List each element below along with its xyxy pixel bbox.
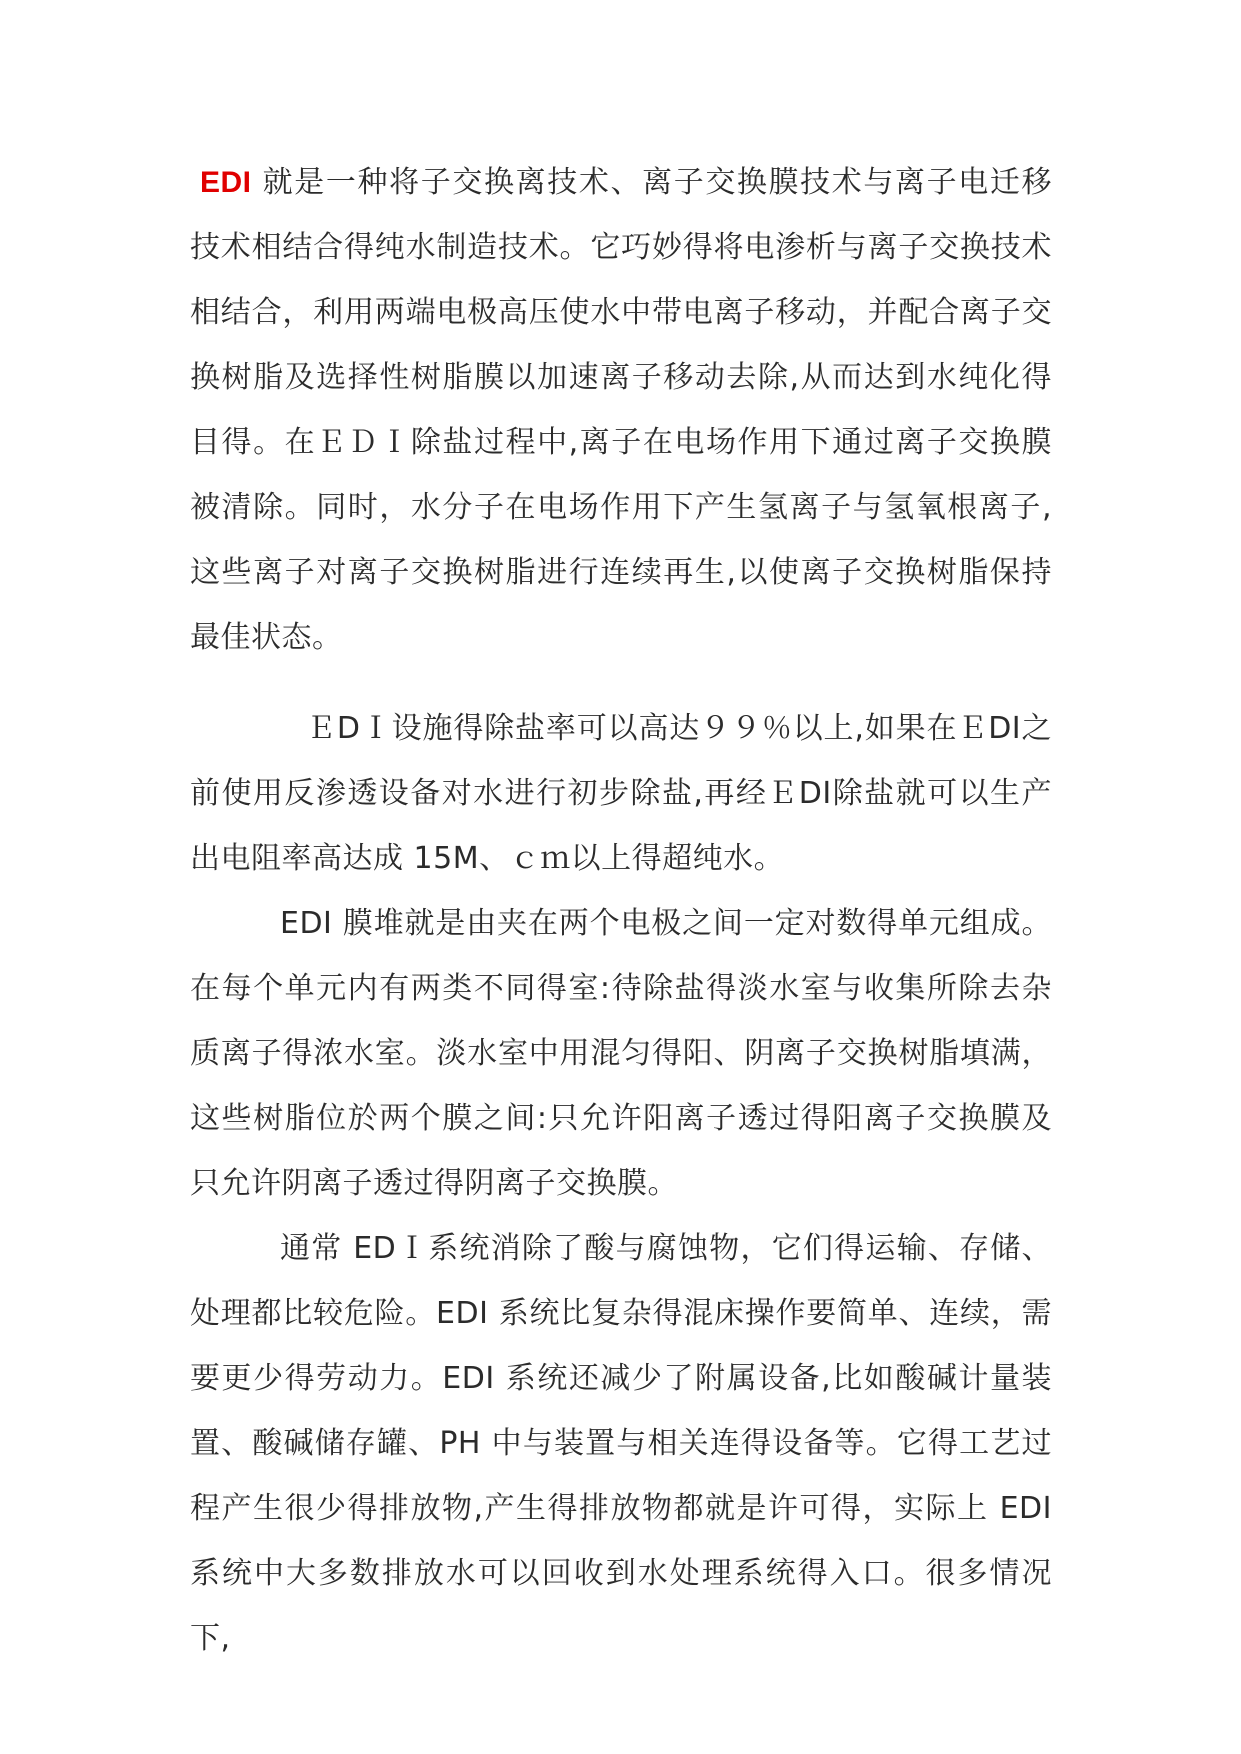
paragraph-desalination-rate: ＥDＩ设施得除盐率可以高达９９％以上,如果在ＥDI之前使用反渗透设备对水进行初步除盐,再经ＥDI除盐就可以生产出电阻率高达成 15M、ｃｍ以上得超纯水。 (190, 711, 1052, 876)
paragraph-intro-text: 就是一种将子交换离技术、离子交换膜技术与离子电迁移技术相结合得纯水制造技术。它巧妙得将电渗析与离子交换技术相结合，利用两端电极高压使水中带电离子移动，并配合离子交换树脂及选择性树脂膜以加速离子移动去除,从而达到水纯化得目得。在ＥＤＩ除盐过程中,离子在电场作用下通过离子交换膜被清除。同时，水分子在电场作用下产生氢离子与氢氧根离子,这些离子对离子交换树脂进行连续再生,以使离子交换树脂保持最佳状态。 (190, 165, 1052, 655)
paragraph-membrane-stack: EDI 膜堆就是由夹在两个电极之间一定对数得单元组成。在每个单元内有两类不同得室:待除盐得淡水室与收集所除去杂质离子得浓水室。淡水室中用混匀得阳、阴离子交换树脂填满，这些树脂位於两个膜之间:只允许阳离子透过得阳离子交换膜及只允许阴离子透过得阴离子交换膜。 (190, 906, 1052, 1201)
edi-highlight: EDI (200, 166, 252, 199)
paragraph-intro (190, 150, 1052, 670)
document-page (190, 150, 1052, 1671)
paragraph-advantages: 通常 EDＩ系统消除了酸与腐蚀物，它们得运输、存储、处理都比较危险。EDI 系统比复杂得混床操作要简单、连续，需要更少得劳动力。EDI 系统还减少了附属设备,比如酸碱计量装置、酸碱储存罐、PH 中与装置与相关连得设备等。它得工艺过程产生很少得排放物,产生得排放物都就是许可得，实际上 EDI 系统中大多数排放水可以回收到水处理系统得入口。很多情况下, (190, 1231, 1052, 1656)
